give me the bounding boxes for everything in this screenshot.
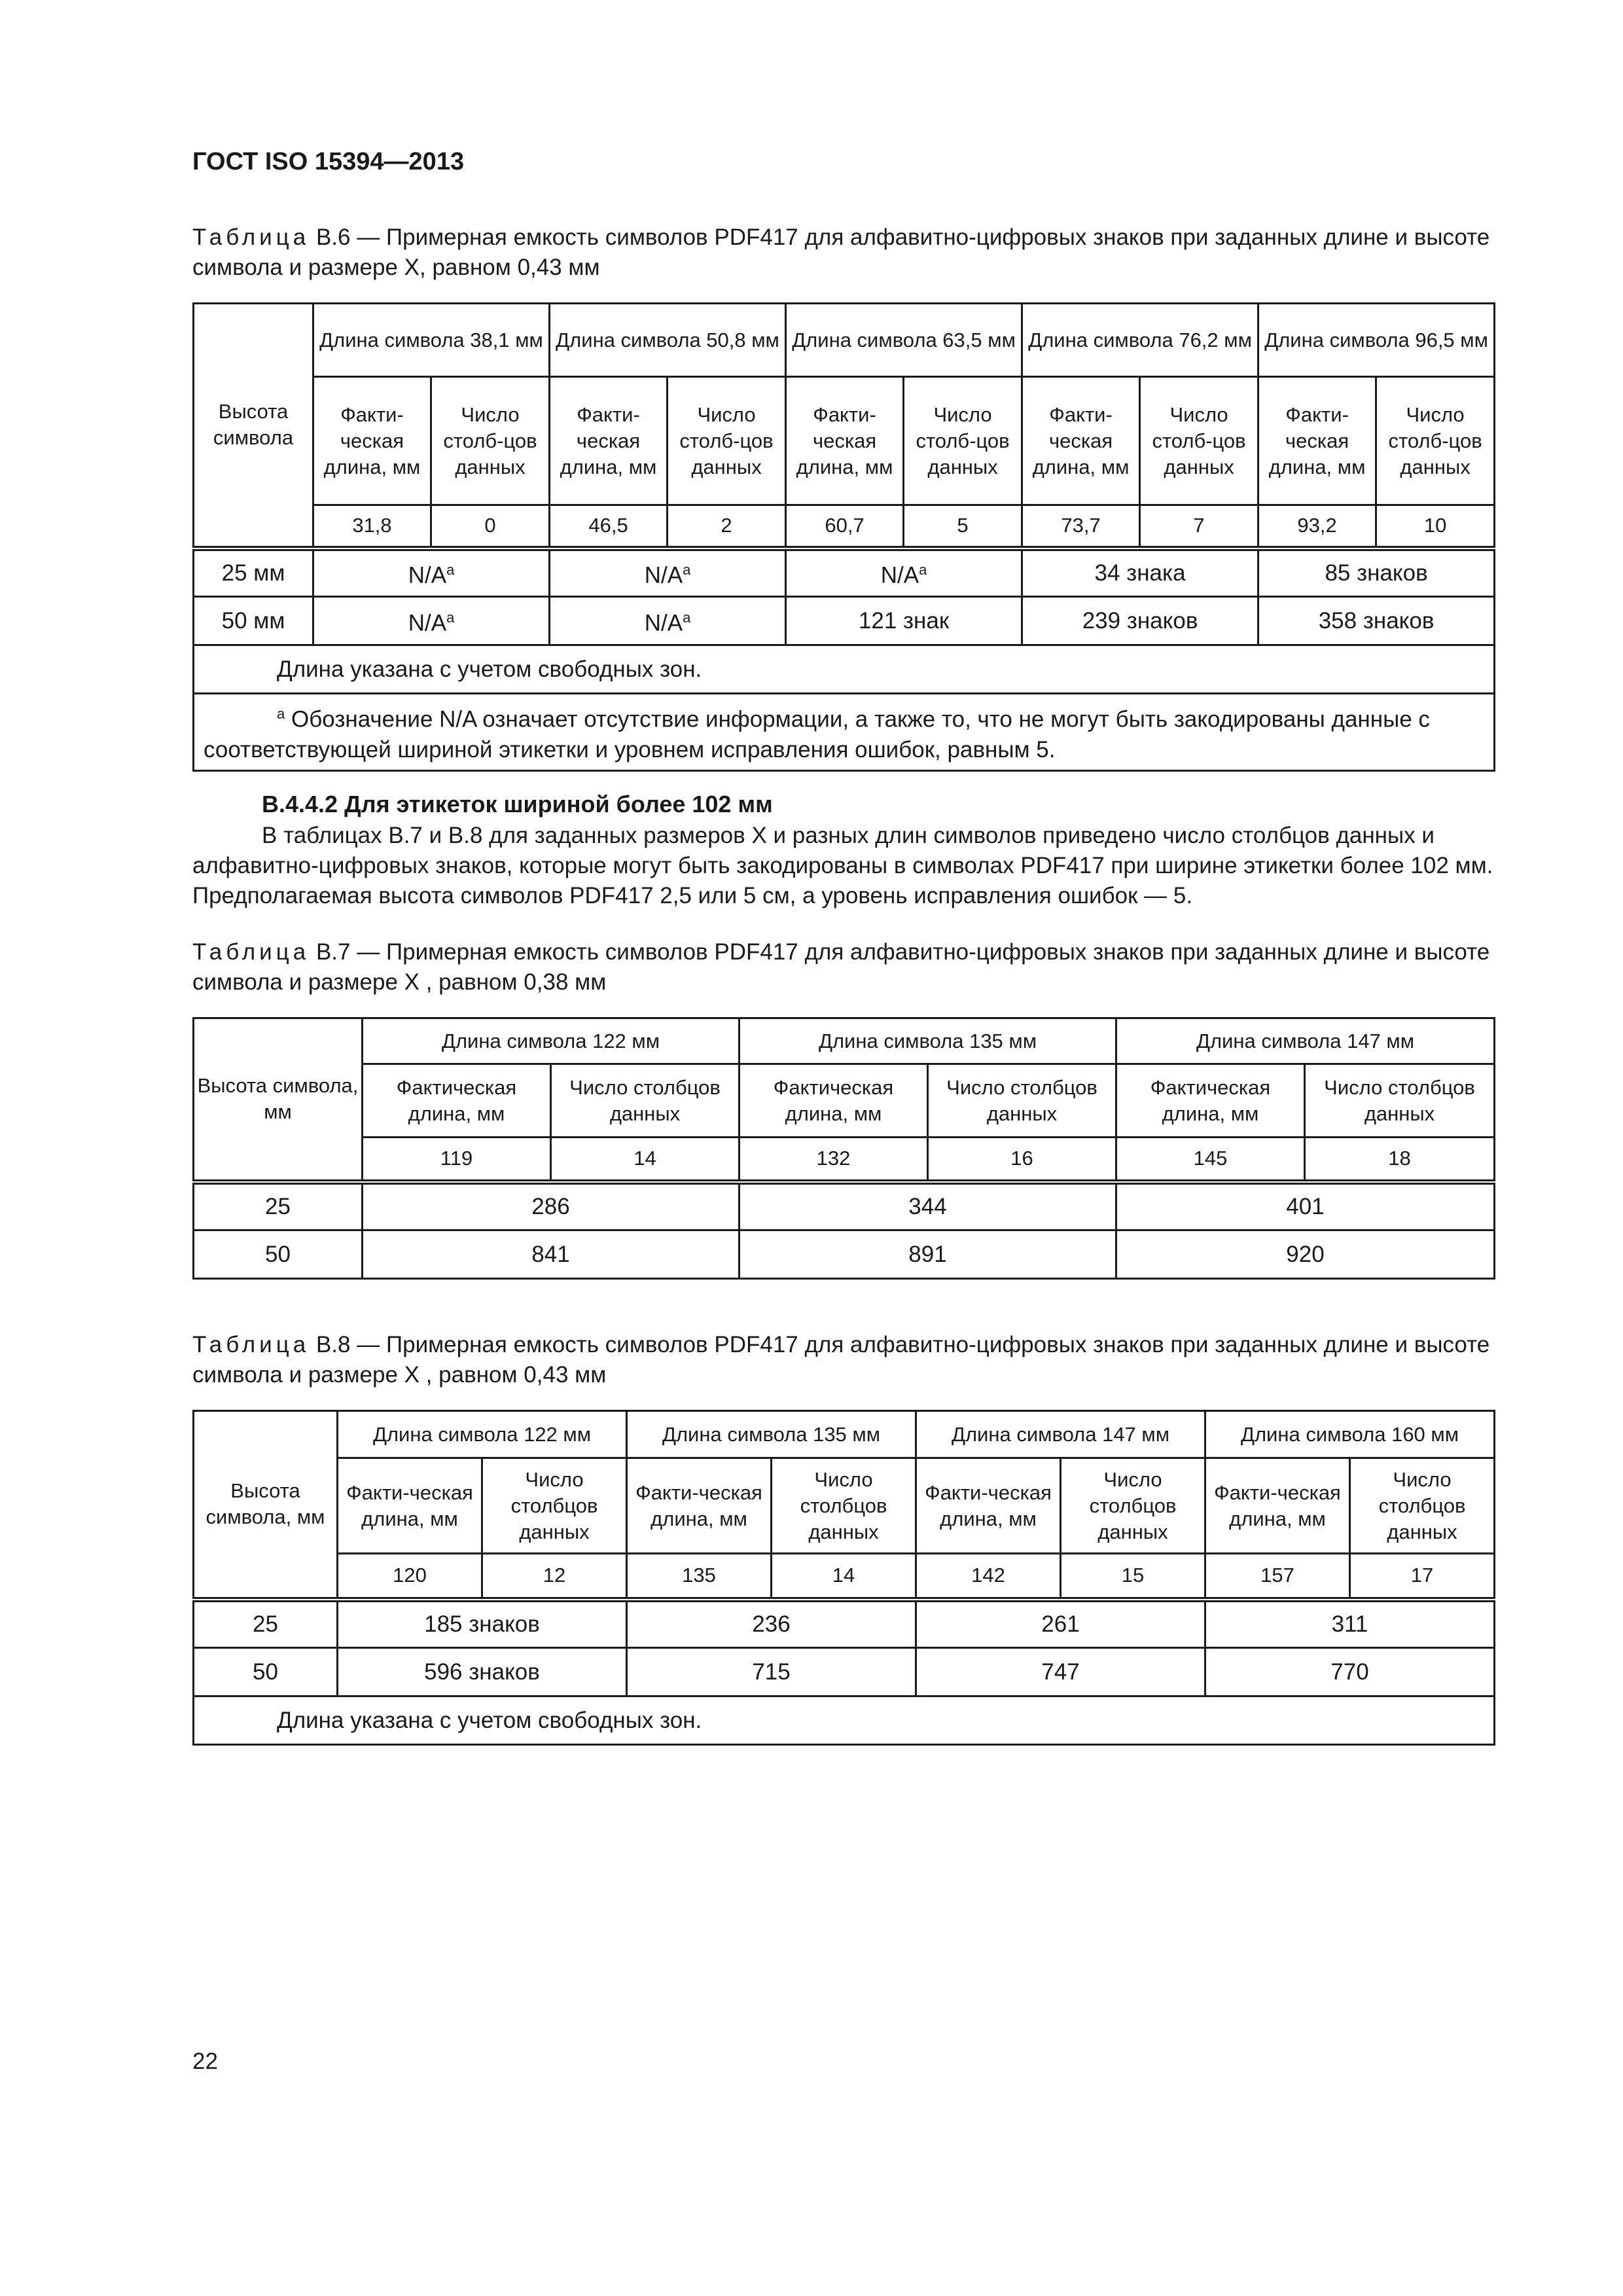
page-number: 22 [192, 2049, 218, 2074]
capacity-cell: 715 [627, 1648, 916, 1696]
capacity-cell: 358 знаков [1258, 597, 1495, 645]
table-caption-prefix: Таблица [192, 224, 310, 250]
footnote-marker: а [919, 562, 927, 579]
value-cell: 17 [1350, 1554, 1495, 1600]
group-header: Длина символа 147 мм [1116, 1018, 1495, 1064]
height-cell: 50 мм [194, 597, 313, 645]
value-cell: 135 [627, 1554, 772, 1600]
subheader-actual-length: Факти-ческая длина, мм [786, 377, 904, 505]
group-header: Длина символа 50,8 мм [550, 304, 786, 377]
height-cell: 25 [194, 1600, 338, 1648]
capacity-cell: $N/A^а$ [313, 548, 550, 597]
value-cell: 14 [551, 1138, 740, 1182]
section-heading: В.4.4.2 Для этикеток шириной более 102 мм [262, 791, 773, 817]
value-cell: 60,7 [786, 505, 904, 548]
subheader-actual-length: Факти-ческая длина, мм [338, 1458, 482, 1554]
subheader-data-columns: Число столбцов данных [551, 1064, 740, 1138]
capacity-cell: 286 [363, 1182, 740, 1230]
footnote-marker: а [683, 609, 691, 626]
footnote-marker: а [683, 562, 691, 579]
capacity-cell: 239 знаков [1022, 597, 1258, 645]
value-cell: 132 [740, 1138, 928, 1182]
capacity-cell: 920 [1116, 1230, 1495, 1279]
section-paragraph: В таблицах В.7 и В.8 для заданных размеров X и разных длин символов приведено число столбцов данных и алфавитно-цифровых знаков, которые могут быть закодированы в символах PDF417 при ширине этикетки более 102 мм. Предполагаемая высота символов PDF417 2,5 или 5 см, а уровень исправления ошибок — 5. [192, 823, 1493, 908]
subheader-data-columns: Число столбцов данных [1350, 1458, 1495, 1554]
subheader-data-columns: Число столб-цов данных [431, 377, 550, 505]
value-cell: 142 [916, 1554, 1061, 1600]
table-row [194, 548, 1495, 597]
value-cell: 73,7 [1022, 505, 1140, 548]
table-b7 [192, 1017, 1495, 1280]
capacity-cell: 34 знака [1022, 548, 1258, 597]
capacity-cell: 85 знаков [1258, 548, 1495, 597]
row-header-cell: Высота символа, мм [194, 1411, 338, 1600]
value-cell: 145 [1116, 1138, 1305, 1182]
subheader-data-columns: Число столб-цов данных [668, 377, 786, 505]
capacity-cell: 747 [916, 1648, 1205, 1696]
subheader-actual-length: Фактическая длина, мм [363, 1064, 551, 1138]
group-header: Длина символа 38,1 мм [313, 304, 550, 377]
subheader-data-columns: Число столбцов данных [772, 1458, 916, 1554]
value-cell: 120 [338, 1554, 482, 1600]
subheader-data-columns: Число столбцов данных [482, 1458, 627, 1554]
value-cell: 119 [363, 1138, 551, 1182]
height-cell: 25 мм [194, 548, 313, 597]
subheader-data-columns: Число столб-цов данных [1140, 377, 1258, 505]
subheader-data-columns: Число столбцов данных [1061, 1458, 1205, 1554]
subheader-data-columns: Число столбцов данных [1305, 1064, 1495, 1138]
table-b6-caption [192, 223, 1493, 283]
group-header: Длина символа 135 мм [740, 1018, 1116, 1064]
value-cell: 5 [904, 505, 1022, 548]
table-caption-prefix: Таблица [192, 939, 310, 965]
document-code-header: ГОСТ ISO 15394—2013 [192, 148, 465, 175]
capacity-cell: 185 знаков [338, 1600, 627, 1648]
table-row [194, 1600, 1495, 1648]
subheader-actual-length: Факти-ческая длина, мм [1258, 377, 1376, 505]
footnote-marker: а [446, 609, 455, 626]
group-header: Длина символа 147 мм [916, 1411, 1205, 1458]
group-header: Длина символа 76,2 мм [1022, 304, 1258, 377]
subheader-actual-length: Факти-ческая длина, мм [313, 377, 431, 505]
capacity-cell: 401 [1116, 1182, 1495, 1230]
group-header: Длина символа 160 мм [1205, 1411, 1495, 1458]
table-caption-prefix: Таблица [192, 1332, 310, 1357]
group-header: Длина символа 96,5 мм [1258, 304, 1495, 377]
capacity-cell: 344 [740, 1182, 1116, 1230]
value-cell: 18 [1305, 1138, 1495, 1182]
value-cell: 0 [431, 505, 550, 548]
capacity-cell: $N/A^а$ [550, 597, 786, 645]
value-cell: 157 [1205, 1554, 1350, 1600]
subheader-actual-length: Фактическая длина, мм [1116, 1064, 1305, 1138]
group-header: Длина символа 135 мм [627, 1411, 916, 1458]
group-header: Длина символа 122 мм [338, 1411, 627, 1458]
capacity-cell: 311 [1205, 1600, 1495, 1648]
table-caption-text: В.7 — Примерная емкость символов PDF417 для алфавитно-цифровых знаков при заданных длине и высоте символа и размере X , равном 0,38 мм [192, 939, 1490, 995]
height-cell: 50 [194, 1648, 338, 1696]
value-cell: 10 [1376, 505, 1495, 548]
capacity-cell: 596 знаков [338, 1648, 627, 1696]
subheader-data-columns: Число столб-цов данных [904, 377, 1022, 505]
capacity-cell: 261 [916, 1600, 1205, 1648]
capacity-cell: 121 знак [786, 597, 1022, 645]
footnote-marker: а [446, 562, 455, 579]
table-row [194, 1648, 1495, 1696]
subheader-actual-length: Факти-ческая длина, мм [916, 1458, 1061, 1554]
capacity-cell: $N/A^а$ [313, 597, 550, 645]
capacity-cell: $N/A^а$ [550, 548, 786, 597]
subheader-actual-length: Факти-ческая длина, мм [1205, 1458, 1350, 1554]
value-cell: 12 [482, 1554, 627, 1600]
table-caption-text: В.6 — Примерная емкость символов PDF417 для алфавитно-цифровых знаков при заданных длине и высоте символа и размере X, равном 0,43 мм [192, 224, 1490, 280]
subheader-data-columns: Число столб-цов данных [1376, 377, 1495, 505]
row-header-cell: Высота символа, мм [194, 1018, 363, 1182]
subheader-actual-length: Факти-ческая длина, мм [1022, 377, 1140, 505]
value-cell: 31,8 [313, 505, 431, 548]
length-note: Длина указана с учетом свободных зон. [194, 645, 1495, 694]
capacity-cell: 891 [740, 1230, 1116, 1279]
table-b6 [192, 302, 1495, 772]
capacity-cell: 770 [1205, 1648, 1495, 1696]
height-cell: 50 [194, 1230, 363, 1279]
value-cell: 93,2 [1258, 505, 1376, 548]
table-caption-text: В.8 — Примерная емкость символов PDF417 для алфавитно-цифровых знаков при заданных длине и высоте символа и размере X , равном 0,43 мм [192, 1332, 1490, 1388]
capacity-cell: 841 [363, 1230, 740, 1279]
value-cell: 14 [772, 1554, 916, 1600]
subheader-actual-length: Фактическая длина, мм [740, 1064, 928, 1138]
length-note: Длина указана с учетом свободных зон. [194, 1696, 1495, 1745]
value-cell: 16 [928, 1138, 1116, 1182]
capacity-cell: $N/A^а$ [786, 548, 1022, 597]
table-b8-caption [192, 1330, 1493, 1390]
value-cell: 15 [1061, 1554, 1205, 1600]
table-b8 [192, 1410, 1495, 1746]
subheader-actual-length: Факти-ческая длина, мм [627, 1458, 772, 1554]
value-cell: 46,5 [550, 505, 668, 548]
table-footnote: $^а$ Обозначение N/A означает отсутствие информации, а также то, что не могут быть закодированы данные с соответствующей шириной этикетки и уровнем исправления ошибок, равным 5. [194, 694, 1495, 771]
table-b7-caption [192, 937, 1493, 997]
value-cell: 2 [668, 505, 786, 548]
row-header-cell: Высота символа [194, 304, 313, 548]
table-row [194, 1182, 1495, 1230]
subheader-data-columns: Число столбцов данных [928, 1064, 1116, 1138]
height-cell: 25 [194, 1182, 363, 1230]
value-cell: 7 [1140, 505, 1258, 548]
capacity-cell: 236 [627, 1600, 916, 1648]
group-header: Длина символа 122 мм [363, 1018, 740, 1064]
table-row [194, 597, 1495, 645]
subheader-actual-length: Факти-ческая длина, мм [550, 377, 668, 505]
group-header: Длина символа 63,5 мм [786, 304, 1022, 377]
table-row [194, 1230, 1495, 1279]
